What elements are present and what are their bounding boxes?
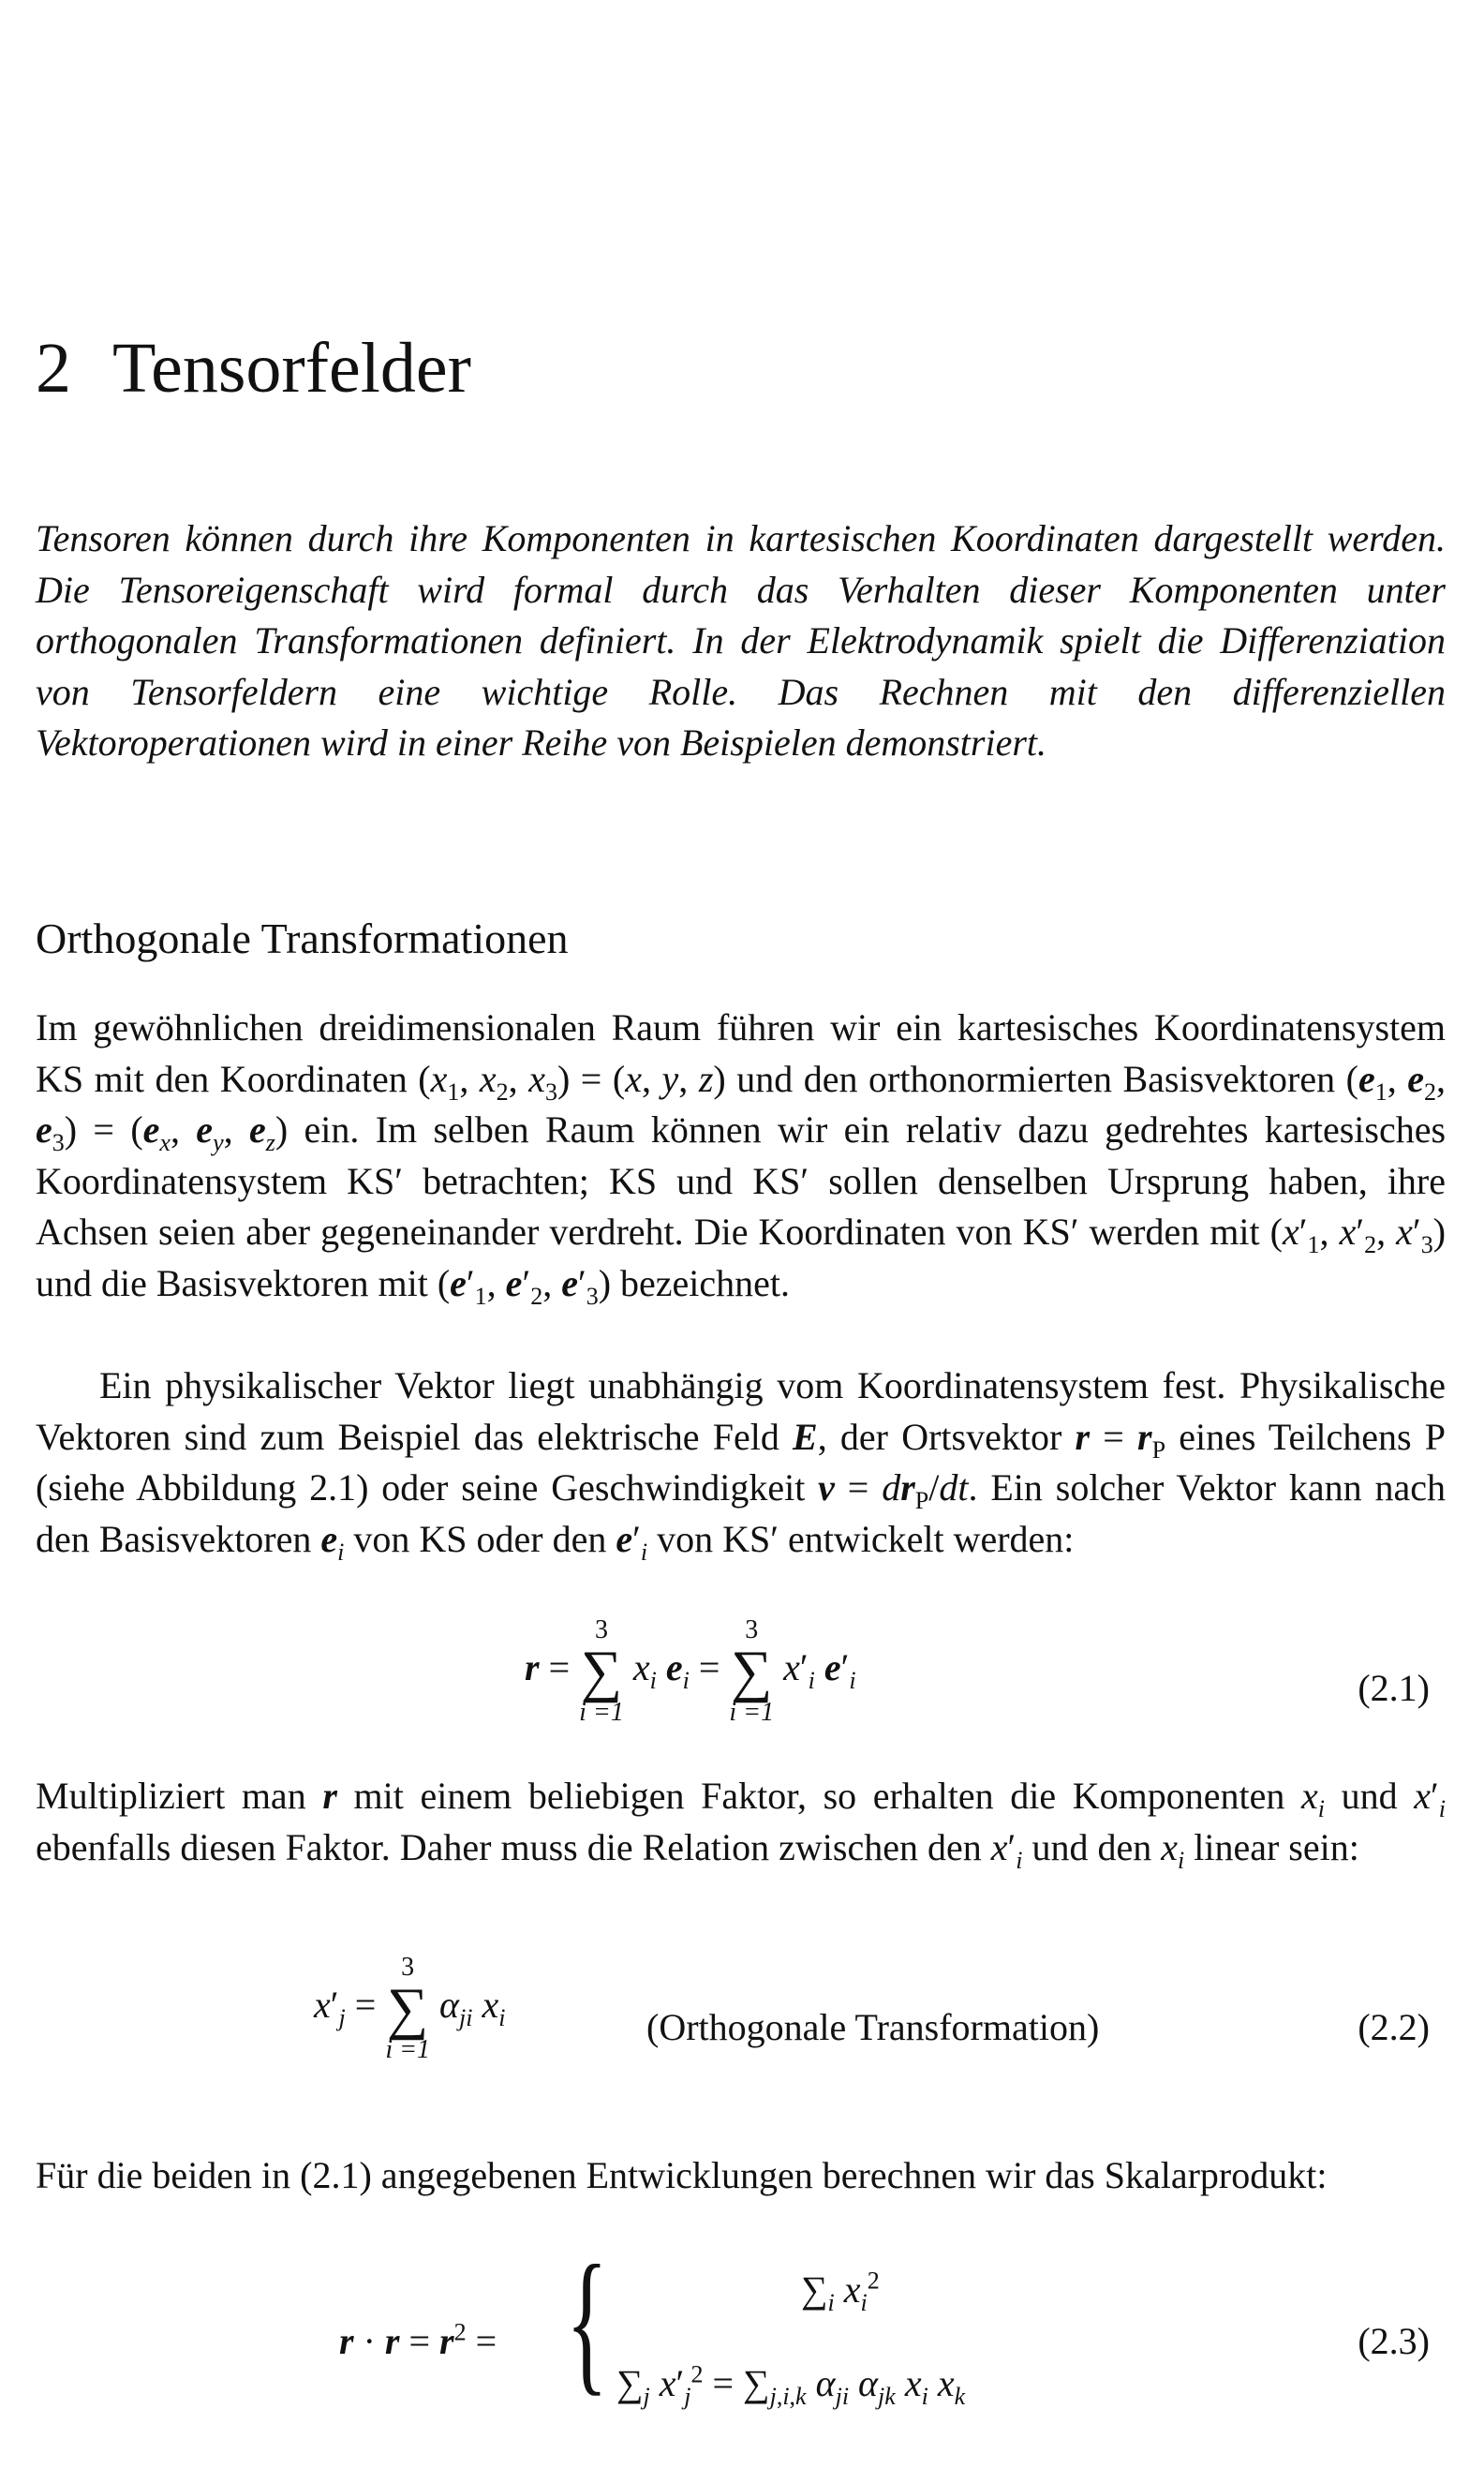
chapter-abstract: Tensoren können durch ihre Komponenten in kartesischen Koordinaten dargestellt werden. Die Tensoreigenschaft wird formal durch das Verhalten dieser Komponenten unter orthogonalen Transformationen definiert. In der Elektrodynamik spielt die Differenziation von Tensorfeldern eine wichtige Rolle. Das Rechnen mit den differenziellen Vektoroperationen wird in einer Reihe von Beispielen demonstriert.: [36, 517, 1446, 764]
body-paragraph: Im gewöhnlichen dreidimensionalen Raum führen wir ein kartesisches Koordinatensystem KS mit den Koordinaten ($x_1$, $x_2$, $x_3) = (x$, y, z) und den orthonormierten Basisvektoren ($e_1$, $e_2$, $e_3) = (e_x$, $e_y$, $e_z$) ein. Im selben Raum können wir ein relativ dazu gedrehtes kartesisches Koordinatensystem KS′ betrachten; KS und KS′ sollen denselben Ursprung haben, ihre Achsen seien aber gegeneinander verdreht. Die Koordinaten von KS′ werden mit ($x'_1$, $x'_2$, $x'_3$) und die Basisvektoren mit ($e'_1$, $e'_2$, $e'_3$) bezeichnet.: [36, 1006, 1447, 1310]
body-paragraph: Ein physikalischer Vektor liegt unabhängig vom Koordinatensystem fest. Physikalische Vektoren sind zum Beispiel das elektrische Feld E, der Ortsvektor $r = r_P$ eines Teilchens P (siehe Abbildung 2.1) oder seine Geschwindigkeit $v = dr_P/dt$. Ein solcher Vektor kann nach den Basisvektoren $e_i$ von KS oder den $e'_i$ von KS′ entwickelt werden:: [36, 1364, 1447, 1566]
equation-2-3-case1: $\sum_i$ $x_i^2$: [801, 2267, 880, 2316]
equation-2-3: $r \cdot r = r^2$ =: [339, 2318, 497, 2362]
section-heading: Orthogonale Transformationen: [36, 914, 569, 962]
body-paragraph: Multipliziert man r mit einem beliebigen Faktor, so erhalten die Komponenten $x_i$ und $x'_i$ ebenfalls diesen Faktor. Daher muss die Relation zwischen den $x'_i$ und den $x_i$ linear sein:: [36, 1775, 1447, 1874]
chapter-number: 2: [36, 329, 71, 408]
sum-symbol: 3 ∑ i =1: [579, 1615, 624, 1727]
equation-number: (2.2): [1358, 2006, 1430, 2048]
equation-2-2: $x'_j$ = 3 ∑ i =1 $\alpha_{ji}$ $x_i$: [314, 1953, 506, 2064]
equation-number: (2.1): [1358, 1667, 1430, 1709]
body-paragraph: Für die beiden in (2.1) angegebenen Entwicklungen berechnen wir das Skalarprodukt:: [36, 2154, 1328, 2196]
sum-symbol: 3 ∑ i =1: [729, 1615, 775, 1727]
brace: {: [566, 2233, 608, 2409]
equation-number: (2.3): [1358, 2320, 1430, 2362]
equation-2-1: r = 3 ∑ i =1 $x_i$ $e_i$ = 3 ∑ i =1 $x'_i$ $e'_i$: [525, 1615, 856, 1727]
sum-symbol: 3 ∑ i =1: [385, 1953, 430, 2064]
chapter-title: Tensorfelder: [112, 329, 471, 408]
equation-annotation: (Orthogonale Transformation): [646, 2006, 1100, 2048]
chapter-heading: [36, 328, 471, 409]
equation-2-3-case2: $\sum_j$ $x'_j^2 = \sum_{j,i,k}$ $\alpha_{ji}$ $\alpha_{jk}$ $x_i$ $x_k$: [616, 2360, 966, 2410]
